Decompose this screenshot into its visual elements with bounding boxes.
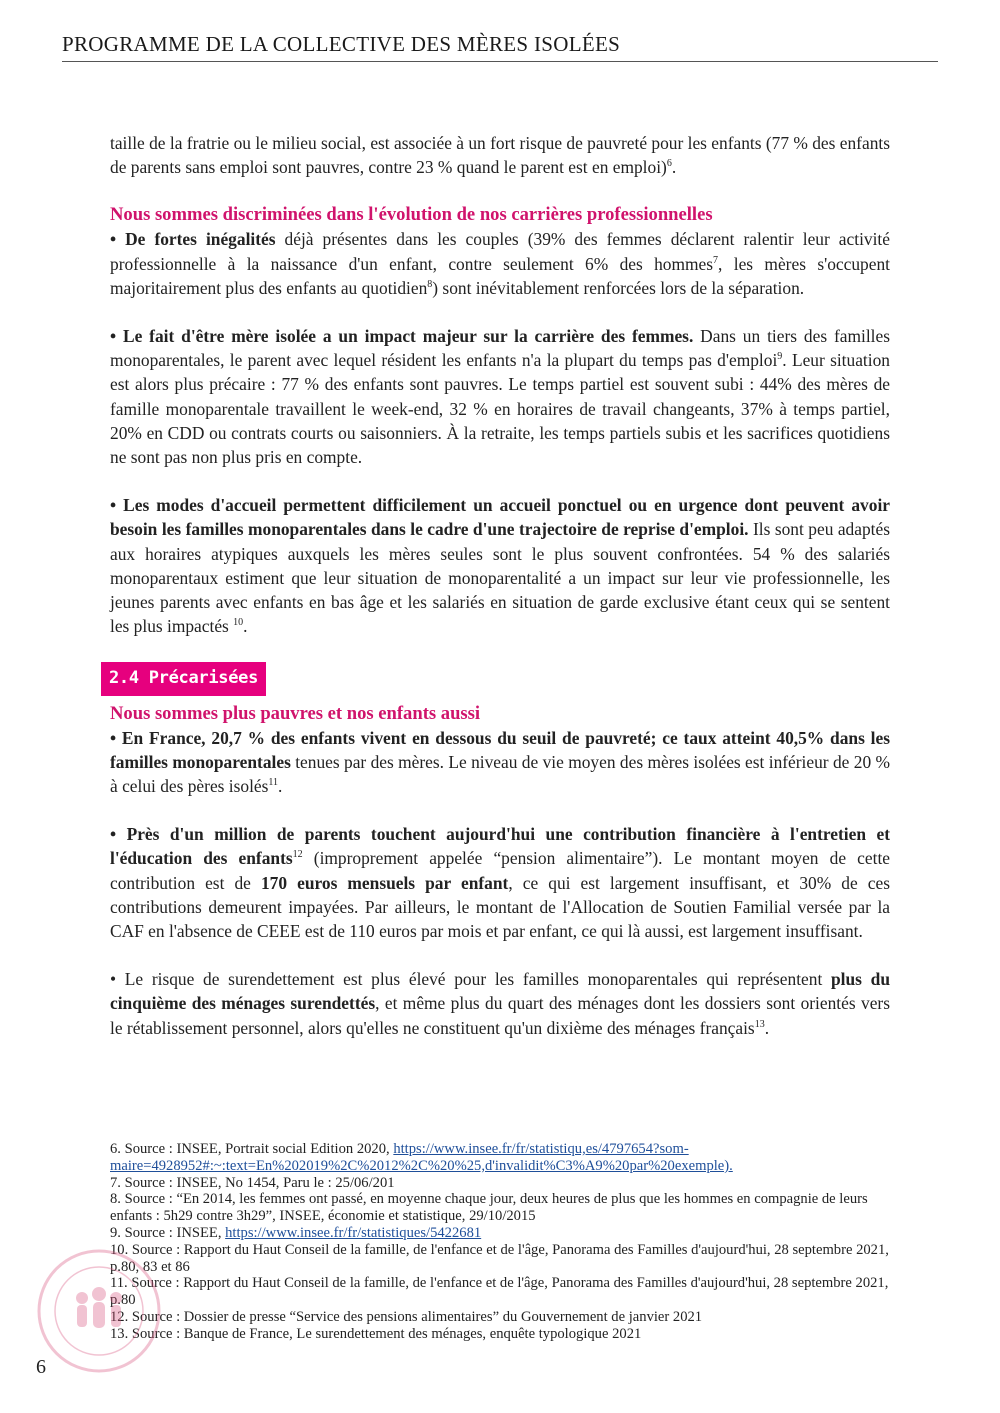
footnotes [110, 1141, 900, 1343]
footnote-9 [110, 1225, 900, 1242]
text-run: , les mères s'occupent majoritairement plus des enfants au quotidien [110, 253, 890, 298]
paragraph-career-impact [110, 324, 890, 469]
footnote-link[interactable]: https://www.insee.fr/fr/statistiqu,es/4797654?som-maire=4928952#:~:text=En%202019%2C%2012%2C%20%25,d'invalidit%C3%A9%20par%20exemple). [110, 1141, 733, 1174]
footnote-6 [110, 1141, 900, 1175]
section-heading-careers: Nous sommes discriminées dans l'évolution de nos carrières professionnelles [110, 204, 713, 226]
footnote-ref: 10 [233, 617, 244, 629]
page-number: 6 [36, 1356, 46, 1378]
bold-lead: • En France, 20,7 % des enfants vivent en dessous du seuil de pauvreté; ce taux atteint 40,5% dans les familles monoparentales [110, 727, 890, 772]
text-run: . Leur situation est alors plus précaire : 77 % des enfants sont pauvres. Le temps partiel est souvent subi : 44% des mères de famille monoparentale travaillent le week-end, 32 % en horaires de travail changeants, 37% à temps partiel, 20% en CDD ou contrats courts ou saisonniers. À la retraite, les temps partiels subis et les sacrifices quotidiens ne sont pas non plus pris en compte. [110, 350, 890, 468]
paragraph-poverty-rate [110, 726, 890, 799]
footnote-ref: 13 [754, 1018, 765, 1030]
footnote-8: 8. Source : “En 2014, les femmes ont passé, en moyenne chaque jour, deux heures de plus que les hommes en compagnie de leurs enfants : 5h29 contre 3h29”, INSEE, économie et statistique, 29/10/2015 [110, 1191, 868, 1225]
collective-stamp-logo [34, 1246, 164, 1376]
footnote-12: 12. Source : Dossier de presse “Service des pensions alimentaires” du Gouvernement de janvier 2021 [110, 1308, 703, 1325]
footnote-7: 7. Source : INSEE, No 1454, Paru le : 25/06/201 [110, 1174, 395, 1191]
text-run: , et même plus du quart des ménages dont les dossiers sont orientés vers le rétablissement personnel, alors qu'elles ne constituent qu'un dixième des ménages français [110, 993, 890, 1038]
bold-phrase: plus du cinquième des ménages surendettés [110, 969, 890, 1014]
bold-lead: • De fortes inégalités [110, 229, 276, 250]
text-run: , ce qui est largement insuffisant, et 30% de ces contributions demeurent impayées. Par ailleurs, le montant de l'Allocation de Soutien Familial versée par la CAF en l'absence de CEEE est de 110 euros par mois et par enfant, ce qui là aussi, est largement insuffisant. [110, 872, 890, 942]
main-content [110, 131, 890, 1040]
paragraph-childcare [110, 493, 890, 638]
text-run: . [278, 776, 283, 797]
text-run: ) sont inévitablement renforcées lors de la séparation. [432, 277, 805, 298]
footnote-text: 9. Source : INSEE, [110, 1224, 226, 1241]
text-run: déjà présentes dans les couples (39% des femmes déclarent ralentir leur activité professionnelle à la naissance d'un enfant, contre seulement 6% des hommes [110, 229, 890, 274]
bold-lead: • Les modes d'accueil permettent difficilement un accueil ponctuel ou en urgence dont peuvent avoir besoin les familles monoparentales dans le cadre d'une trajectoire de reprise d'emploi. [110, 495, 890, 540]
footnote-11: 11. Source : Rapport du Haut Conseil de la famille, de l'enfance et de l'âge, Panorama des Familles d'aujourd'hui, 28 septembre 2021, p.80 [110, 1275, 889, 1309]
section-badge: 2.4 Précarisées [101, 662, 266, 695]
page-header-title: PROGRAMME DE LA COLLECTIVE DES MÈRES ISOLÉES [62, 32, 938, 62]
footnote-10: 10. Source : Rapport du Haut Conseil de la famille, de l'enfance et de l'âge, Panorama des Familles d'aujourd'hui, 28 septembre 2021, p.80, 83 et 86 [110, 1241, 889, 1275]
bold-amount: 170 euros mensuels par enfant [260, 872, 509, 893]
text-run: (improprement appelée “pension alimentaire”). Le montant moyen de cette contribution est de [110, 848, 890, 893]
intro-paragraph [110, 131, 890, 179]
footnote-ref: 9 [777, 351, 783, 363]
footnote-text: 6. Source : INSEE, Portrait social Edition 2020, [110, 1141, 394, 1157]
bold-lead: • Le fait d'être mère isolée a un impact majeur sur la carrière des femmes. [110, 326, 694, 347]
footnote-ref: 8 [427, 279, 433, 291]
paragraph-contribution [110, 822, 890, 943]
text-run: Dans un tiers des familles monoparentales, le parent avec lequel résident les enfants n'a la plupart du temps pas d'emploi [110, 326, 890, 371]
text-run: Ils sont peu adaptés aux horaires atypiques auxquels les mères seules sont le plus souvent confrontées. 54 % des salariés monoparentaux estiment que leur situation de monoparentalité a un impact sur leur vie professionnelle, les jeunes parents avec enfants en bas âge et les salariés en situation de garde exclusive étant ceux qui se sentent les plus impactés [110, 519, 890, 637]
intro-text: taille de la fratrie ou le milieu social, est associée à un fort risque de pauvreté pour les enfants (77 % des enfants de parents sans emploi sont pauvres, contre 23 % quand le parent est en emploi) [110, 133, 890, 178]
intro-end: . [671, 157, 677, 178]
footnote-ref: 12 [292, 849, 303, 861]
footnote-13: 13. Source : Banque de France, Le surendettement des ménages, enquête typologique 2021 [110, 1325, 642, 1342]
text-run: . [764, 1017, 770, 1038]
footnote-ref: 11 [268, 777, 279, 789]
footnote-link[interactable]: https://www.insee.fr/fr/statistiques/5422681 [225, 1224, 482, 1241]
paragraph-inequalities [110, 227, 890, 300]
text-run: . [243, 616, 248, 637]
footnote-ref: 6 [666, 158, 672, 170]
paragraph-debt [110, 967, 890, 1040]
bold-lead: • Près d'un million de parents touchent aujourd'hui une contribution financière à l'entretien et l'éducation des enfants [110, 824, 890, 869]
footnote-ref: 7 [713, 254, 719, 266]
section-heading-poverty: Nous sommes plus pauvres et nos enfants aussi [110, 702, 481, 724]
text-run: tenues par des mères. Le niveau de vie moyen des mères isolées est inférieur de 20 % à celui des pères isolés [110, 751, 890, 797]
text-run: • Le risque de surendettement est plus élevé pour les familles monoparentales qui représentent [110, 969, 831, 990]
